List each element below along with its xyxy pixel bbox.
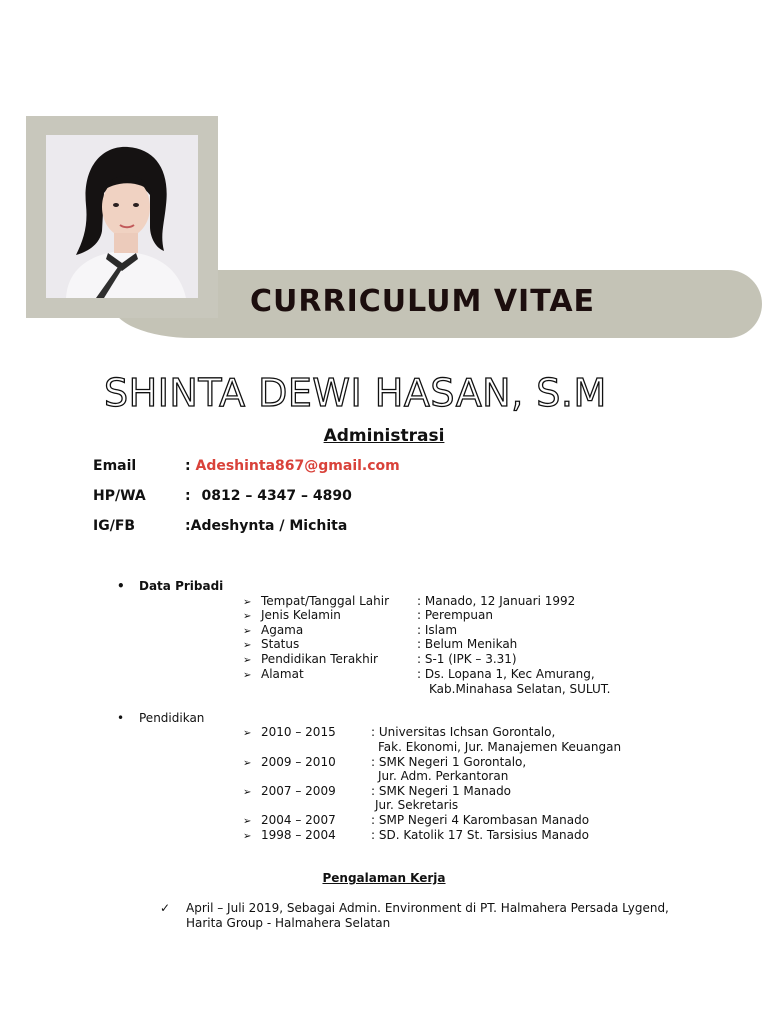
checkmark-icon: ✓ [160,901,171,915]
education-school: : SMK Negeri 1 Manado [371,784,512,798]
arrowhead-icon: ➢ [243,670,252,681]
contact-separator: : [185,458,191,474]
arrowhead-icon: ➢ [243,816,252,827]
education-item [243,725,555,741]
profession-heading: Administrasi [323,426,445,446]
arrowhead-icon: ➢ [243,626,252,637]
contact-separator: : [185,488,191,504]
education-section-heading [117,711,204,725]
work-item [160,901,680,931]
item-key: Pendidikan Terakhir [261,652,378,666]
contact-label: Email [93,458,137,474]
education-detail: Fak. Ekonomi, Jur. Manajemen Keuangan [378,740,622,754]
portrait-illustration [46,135,198,298]
profile-photo [46,135,198,298]
education-school: : SD. Katolik 17 St. Tarsisius Manado [371,828,589,842]
section-title: Data Pribadi [139,579,224,593]
page-title: CURRICULUM VITAE [250,284,596,319]
education-detail: Jur. Sekretaris [375,798,459,812]
education-years: 2007 – 2009 [261,784,336,798]
contact-social-row [93,518,347,534]
education-years: 2010 – 2015 [261,725,336,739]
education-years: 1998 – 2004 [261,828,336,842]
social-value: Adeshynta / Michita [190,518,348,534]
personal-item [243,652,517,668]
bullet-dot-icon: • [117,711,125,725]
arrowhead-icon: ➢ [243,787,252,798]
item-key: Status [261,637,300,651]
arrowhead-icon: ➢ [243,728,252,739]
contact-phone-row [93,488,352,504]
personal-item [243,608,493,624]
item-key: Alamat [261,667,304,681]
full-name: SHINTA DEWI HASAN, S.M [104,371,607,415]
education-detail: Jur. Adm. Perkantoran [378,769,509,783]
arrowhead-icon: ➢ [243,655,252,666]
photo-frame [26,116,218,318]
work-item-line: April – Juli 2019, Sebagai Admin. Environment di PT. Halmahera Persada Lygend, [186,901,669,915]
email-link[interactable]: Adeshinta867@gmail.com [195,458,400,474]
personal-item [243,637,517,653]
item-value: : Perempuan [417,608,493,622]
item-value: : Belum Menikah [417,637,518,651]
education-item [243,813,589,829]
item-key: Tempat/Tanggal Lahir [261,594,390,608]
personal-item [243,667,595,683]
contact-label: HP/WA [93,488,146,504]
education-school: : SMK Negeri 1 Gorontalo, [371,755,527,769]
contact-label: IG/FB [93,518,136,534]
item-value: : Ds. Lopana 1, Kec Amurang, [417,667,595,681]
personal-section-heading [117,579,223,593]
education-years: 2009 – 2010 [261,755,336,769]
education-item [243,828,589,844]
education-school: : SMP Negeri 4 Karombasan Manado [371,813,590,827]
phone-value: 0812 – 4347 – 4890 [201,488,352,504]
item-value: : Islam [417,623,458,637]
item-value: : Manado, 12 Januari 1992 [417,594,576,608]
item-value-continued: Kab.Minahasa Selatan, SULUT. [429,682,611,696]
item-key: Agama [261,623,304,637]
arrowhead-icon: ➢ [243,640,252,651]
arrowhead-icon: ➢ [243,611,252,622]
work-item-line: Harita Group - Halmahera Selatan [186,916,391,930]
arrowhead-icon: ➢ [243,831,252,842]
education-school: : Universitas Ichsan Gorontalo, [371,725,556,739]
work-experience-heading: Pengalaman Kerja [322,871,446,885]
arrowhead-icon: ➢ [243,758,252,769]
section-title: Pendidikan [139,711,205,725]
contact-email-row [93,458,400,474]
contact-separator: : [185,518,191,534]
item-value: : S-1 (IPK – 3.31) [417,652,517,666]
arrowhead-icon: ➢ [243,597,252,608]
item-key: Jenis Kelamin [261,608,341,622]
bullet-dot-icon: • [117,579,125,593]
education-years: 2004 – 2007 [261,813,336,827]
